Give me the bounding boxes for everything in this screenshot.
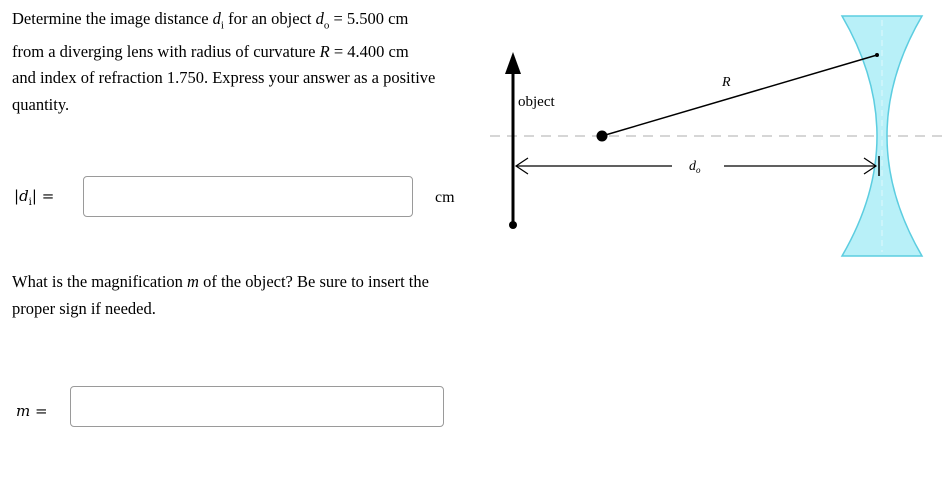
question-1-text: Determine the image distance $d_i$ for an object $d_o = 5.500$ cm from a diverging lens with radius of curvature R = 4.400 cm and index of refraction 1.750. Express your answer as a positive quantity. [12,9,436,114]
di-answer-label: $|d_i|$ = [14,187,55,208]
var-m: m [187,272,199,291]
radius-label: R [722,75,731,90]
object-base-dot [509,221,517,229]
distance-label: $d_o$ [689,159,701,175]
lens-diagram [490,0,952,300]
center-of-curvature-dot [597,131,608,142]
radius-end-dot [875,53,879,57]
object-label: object [518,94,555,110]
di-unit-label: cm [435,189,455,206]
di-answer-input[interactable] [83,176,413,217]
var-R: R [319,41,330,61]
object-arrow-head [505,52,521,74]
m-answer-label: m = [16,402,48,420]
question-2-text: What is the magnification m of the object? Be sure to insert the proper sign if needed. [12,272,429,318]
m-answer-input[interactable] [70,386,444,427]
radius-line [602,55,877,136]
var-d: d [212,9,221,28]
